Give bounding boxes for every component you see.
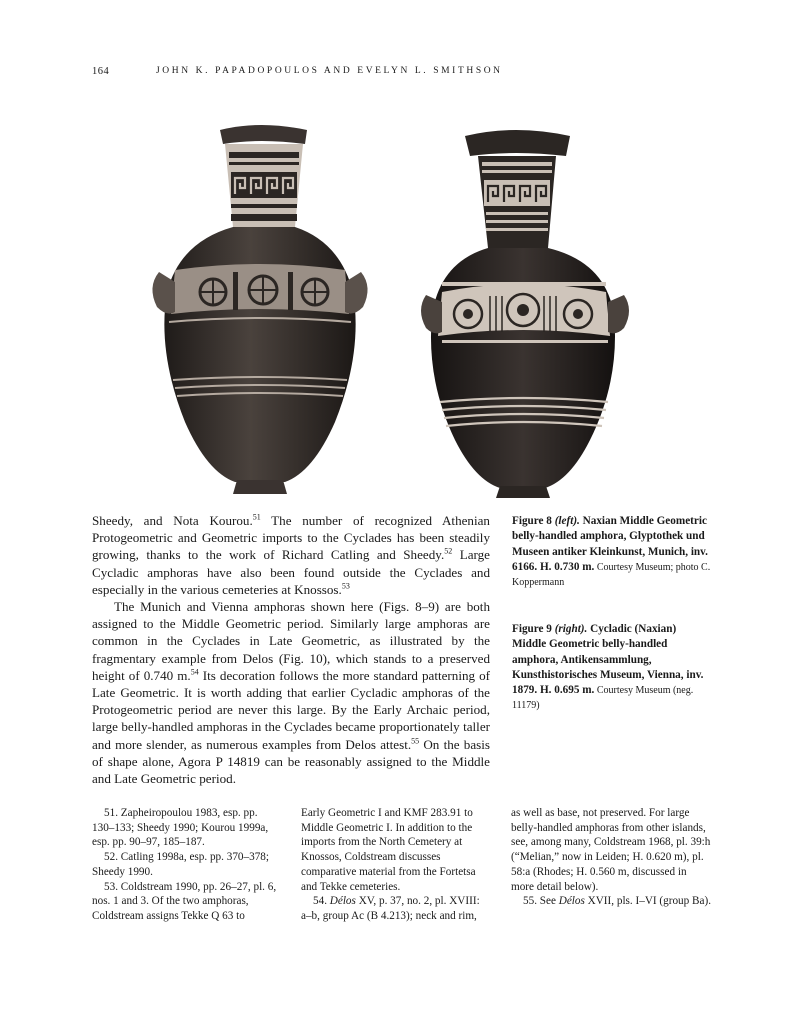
footnote-ref-55: 55 — [411, 736, 420, 746]
main-body-text — [92, 512, 490, 787]
page-number: 164 — [92, 66, 110, 77]
footnote-53: Early Geometric I and KMF 283.91 to Middle Geometric I. In addition to the imports from the North Cemetery at Knossos, Coldstream discusses comparative material from the Fortetsa and Tekke cemeteries. — [301, 807, 476, 893]
footnote-ref-53: 53 — [341, 581, 350, 591]
footnotes-column-1 — [92, 806, 282, 924]
footnote-54: as well as base, not preserved. For large belly-handled amphoras from other islands, see, among many, Coldstream 1968, pl. 39:h (“Melian,” now in Leiden; H. 0.620 m), pl. 58:a (Rhodes; H. 0.560 m, discussed in more detail below). — [511, 807, 711, 893]
figure-8-amphora-photo — [145, 122, 375, 494]
footnote-ref-54: 54 — [190, 667, 199, 677]
running-head-authors: JOHN K. PAPADOPOULOS AND EVELYN L. SMITHSON — [156, 66, 503, 76]
footnote-51: 51. Zapheiropoulou 1983, esp. pp. 130–133; Sheedy 1990; Kourou 1999a, esp. pp. 90–97, 185–187. — [92, 807, 269, 849]
body-paragraph-2: The Munich and Vienna amphoras shown here (Figs. 8–9) are both assigned to the Middle Geometric period. Similarly large amphoras are common in the Cyclades in Late Geometric, as illustrated by the fragmentary example from Delos (Fig. 10), which stands to a preserved height of 0.740 m.$^{54}$ Its decoration follows the more standard patterning of Late Geometric. It is worth adding that earlier Cycladic amphoras of the Protogeometric period are never this large. By the Early Archaic period, large belly-handled amphoras in the Cyclades became proportionately taller and more slender, as numerous examples from Delos attest.$^{55}$ On the basis of shape alone, Agora P 14819 can be reasonably assigned to the Middle and Late Geometric period. — [92, 599, 491, 787]
footnote-ref-52: 52 — [444, 547, 453, 557]
figure-9-caption: Figure 9 (right). Cycladic (Naxian) Middle Geometric belly-handled amphora, Antikensammlung, Kunsthistorisches Museum, Vienna, inv. 1879. H. 0.695 m. Courtesy Museum (neg. 11179) — [512, 623, 704, 712]
footnote-54-start: 54. Délos XV, p. 37, no. 2, pl. XVIII: a–b, group Ac (B 4.213); neck and rim, — [301, 895, 480, 922]
footnote-ref-51: 51 — [252, 512, 261, 522]
figure-9-amphora-photo — [420, 130, 630, 498]
footnotes-column-3 — [511, 806, 711, 909]
figure-8-caption: Figure 8 (left). Naxian Middle Geometric belly-handled amphora, Glyptothek und Museen antiker Kleinkunst, Munich, inv. 6166. H. 0.730 m. Courtesy Museum; photo C. Koppermann — [512, 515, 711, 589]
footnote-52: 52. Catling 1998a, esp. pp. 370–378; Sheedy 1990. — [92, 851, 270, 878]
footnote-53-start: 53. Coldstream 1990, pp. 26–27, pl. 6, nos. 1 and 3. Of the two amphoras, Coldstream assigns Tekke Q 63 to — [92, 880, 277, 922]
body-paragraph-1: Sheedy, and Nota Kourou.$^{51}$ The number of recognized Athenian Protogeometric and Geometric imports to the Cyclades has been steadily growing, thanks to the work of Richard Catling and Sheedy.$^{52}$ Large Cycladic amphoras have also been found outside the Cyclades and especially in the various cemeteries at Knossos.$^{53}$ — [92, 512, 490, 597]
footnote-55: 55. See Délos XVII, pls. I–VI (group Ba). — [523, 895, 711, 908]
footnotes-column-2 — [301, 806, 491, 924]
